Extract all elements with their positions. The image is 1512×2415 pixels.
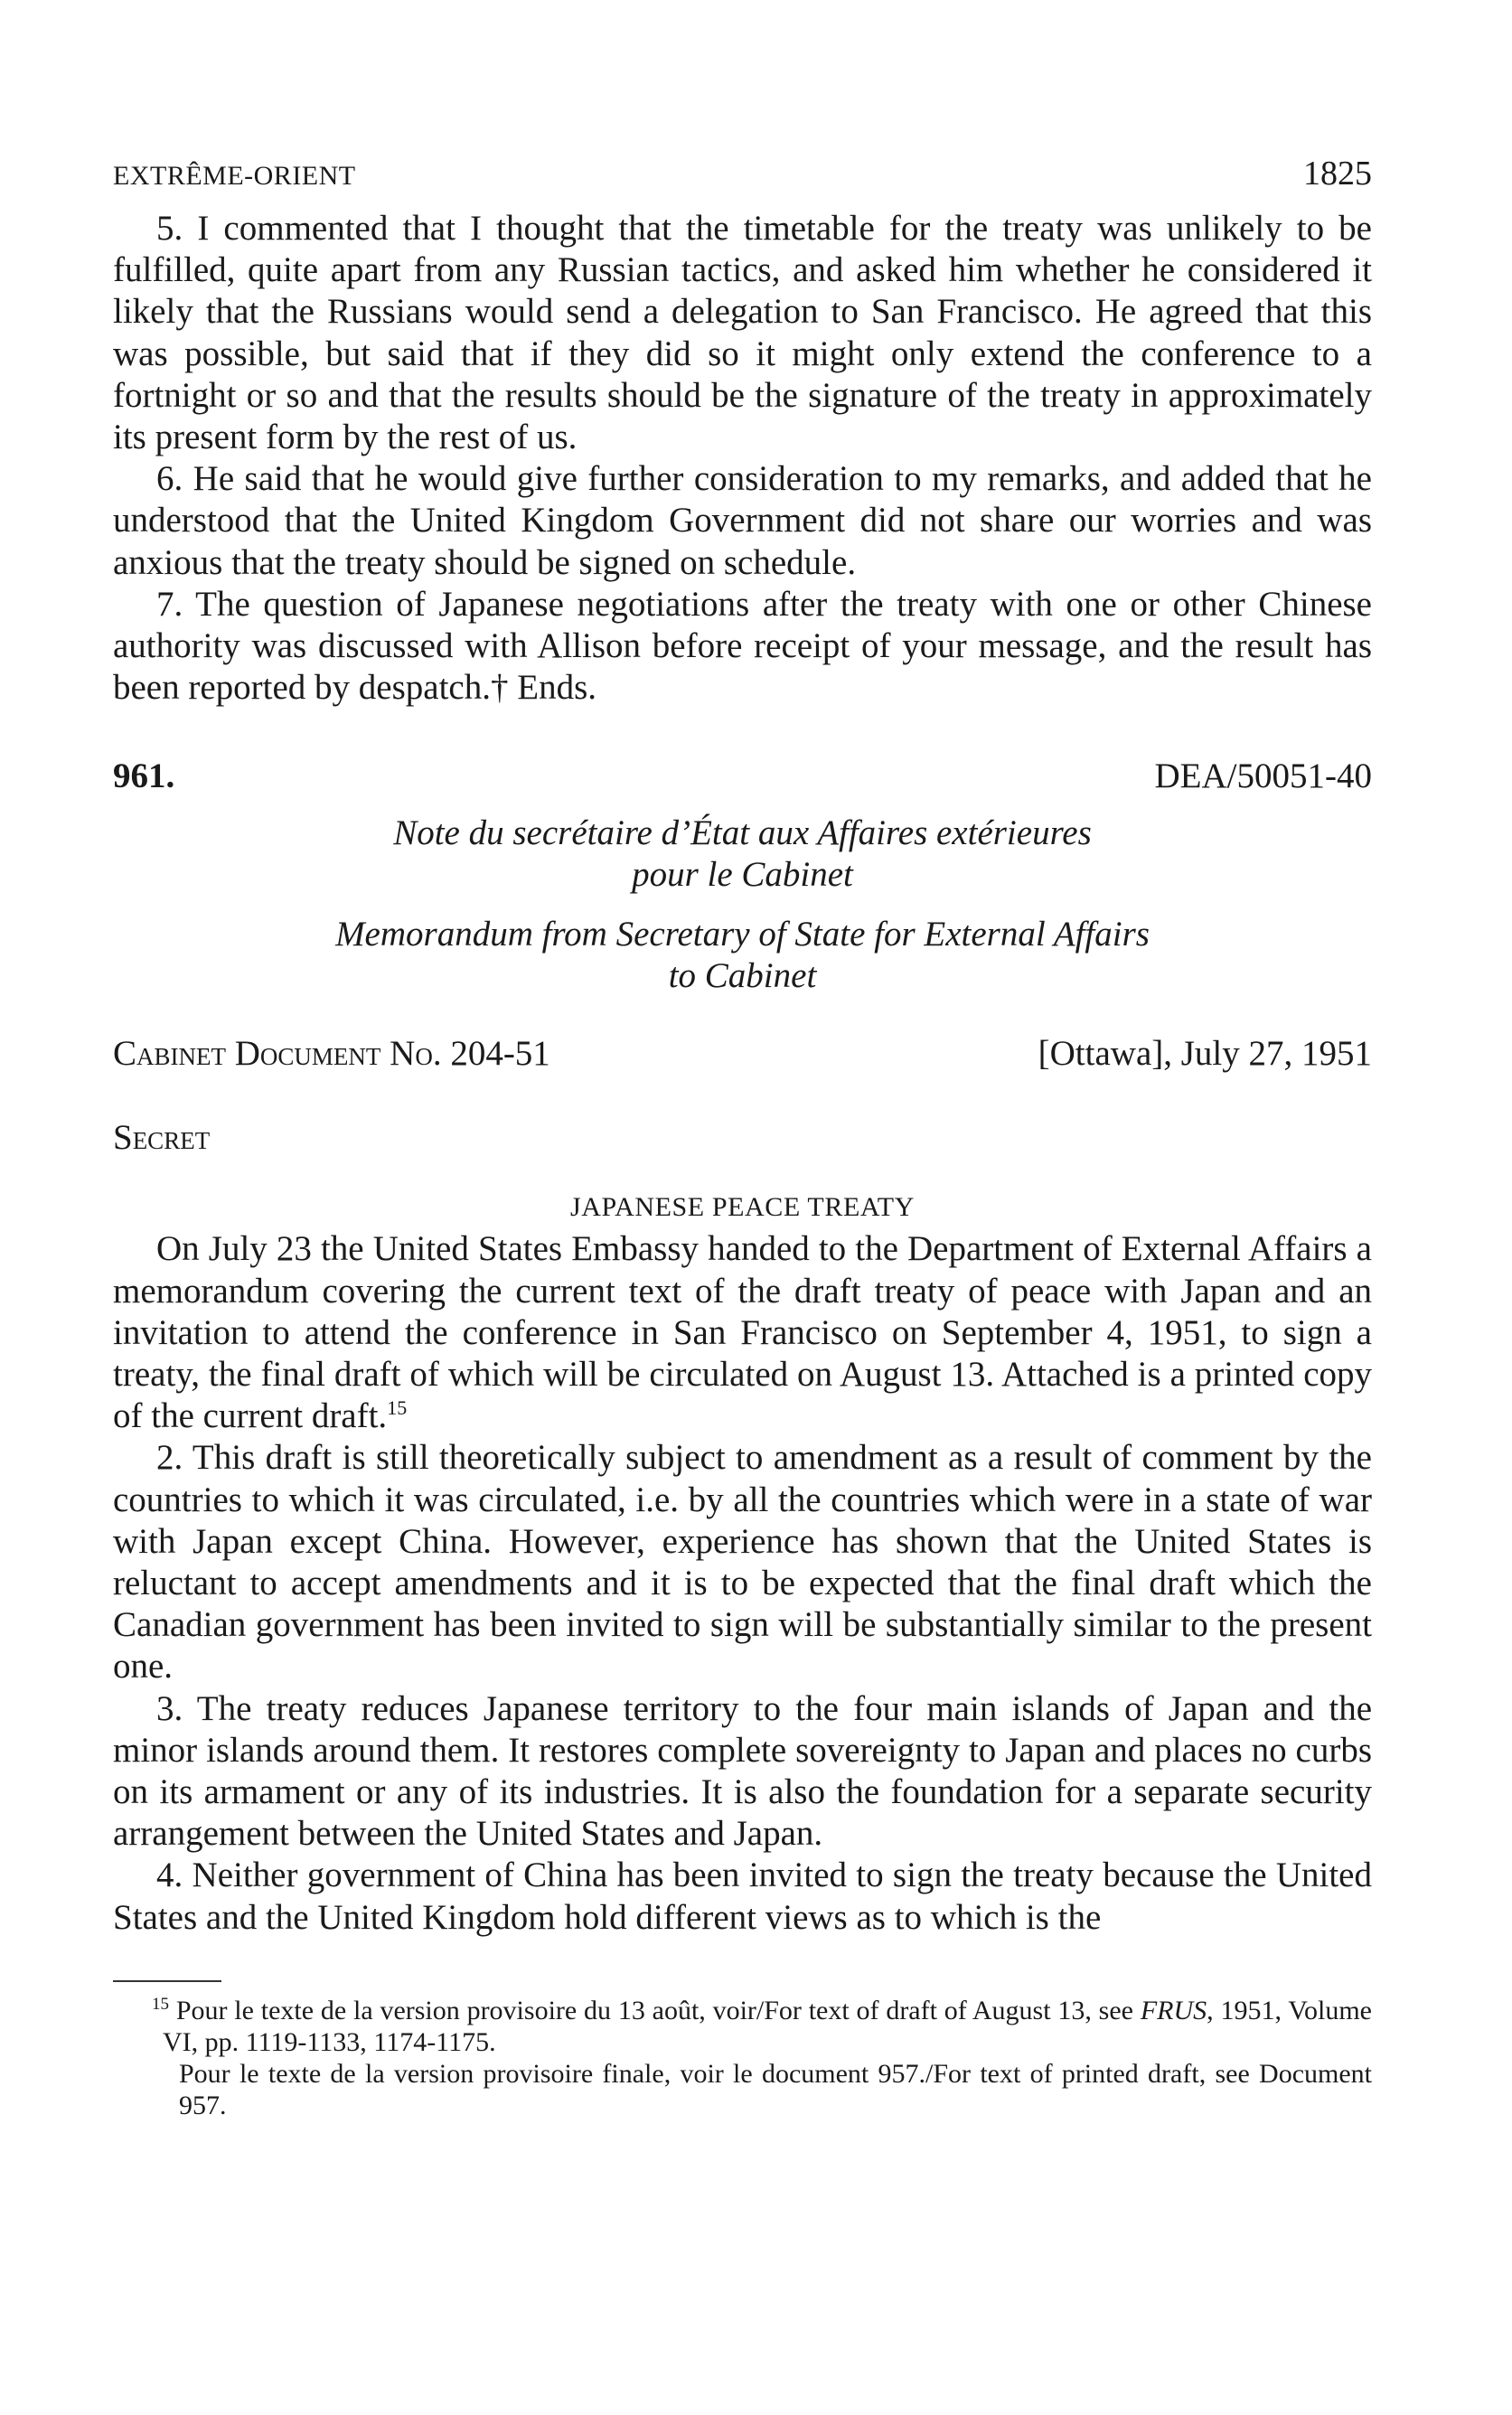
footnote-15-source: FRUS bbox=[1140, 1995, 1207, 2025]
paragraph-7: 7. The question of Japanese negotiations after the treaty with one or other Chinese authority was discussed with Allison before receipt of your message, and the result has been reported by despatch.† Ends. bbox=[113, 584, 1372, 708]
memo-paragraph-1 bbox=[113, 1228, 1372, 1437]
running-head bbox=[113, 154, 1372, 208]
paragraph-5: 5. I commented that I thought that the timetable for the treaty was unlikely to be fulfilled, quite apart from any Russian tactics, and asked him whether he considered it likely that the Russians would send a delegation to San Francisco. He agreed that this was possible, but said that if they did so it might only extend the conference to a fortnight or so and that the results should be the signature of the treaty in approximately its present form by the rest of us. bbox=[113, 209, 1372, 457]
subject-heading: JAPANESE PEACE TREATY bbox=[570, 1192, 915, 1223]
paragraph-6: 6. He said that he would give further consideration to my remarks, and added that he understood that the United Kingdom Government did not share our worries and was anxious that the treaty should be signed on schedule. bbox=[113, 459, 1372, 582]
page-number: 1825 bbox=[1303, 155, 1372, 193]
title-french-line-2: pour le Cabinet bbox=[632, 855, 853, 895]
title-english-line-1: Memorandum from Secretary of State for External Affairs bbox=[335, 915, 1150, 954]
document-title bbox=[113, 813, 1372, 997]
footnote-marker: 15 bbox=[152, 1994, 169, 2014]
section-title: EXTRÊME-ORIENT bbox=[113, 161, 356, 191]
document-reference: DEA/50051-40 bbox=[1154, 756, 1372, 796]
document-number: 961. bbox=[113, 756, 175, 796]
footnote-15 bbox=[152, 1994, 1372, 2058]
footnote-divider bbox=[113, 1980, 221, 1982]
document-heading bbox=[113, 756, 1372, 796]
cabinet-document-number: Cabinet Document No. 204-51 bbox=[113, 1034, 550, 1074]
footnote-15-text-b: , 1951, Volume VI, pp. 1119-1133, 1174-1175. bbox=[163, 1995, 1372, 2057]
memo-paragraph-1-text: On July 23 the United States Embassy handed to the Department of External Affairs a memorandum covering the current text of the draft treaty of peace with Japan and an invitation to attend the conference in San Francisco on September 4, 1951, to sign a treaty, the final draft of which will be circulated on August 13. Attached is a printed copy of the current draft. bbox=[113, 1229, 1372, 1436]
footnote-15-text-a: Pour le texte de la version provisoire du 13 août, voir/For text of draft of August 13, see bbox=[175, 1995, 1141, 2025]
intro-text bbox=[113, 208, 1372, 709]
classification: Secret bbox=[113, 1118, 211, 1158]
memo-body bbox=[113, 1228, 1372, 1938]
footnote-15-continued: Pour le texte de la version provisoire finale, voir le document 957./For text of printed draft, see Document 957. bbox=[179, 2058, 1372, 2120]
memo-paragraph-4: 4. Neither government of China has been invited to sign the treaty because the United States and the United Kingdom hold different views as to which is the bbox=[113, 1856, 1372, 1937]
place-date: [Ottawa], July 27, 1951 bbox=[1038, 1034, 1372, 1074]
title-french-line-1: Note du secrétaire d’État aux Affaires extérieures bbox=[393, 813, 1092, 853]
document-meta bbox=[113, 1033, 1372, 1074]
footnotes bbox=[113, 1995, 1372, 2121]
title-english-line-2: to Cabinet bbox=[668, 956, 817, 996]
memo-paragraph-2: 2. This draft is still theoretically subject to amendment as a result of comment by the countries to which it was circulated, i.e. by all the countries which were in a state of war with Japan except China. However, experience has shown that the United States is reluctant to accept amendments and it is to be expected that the final draft which the Canadian government has been invited to sign will be substantially similar to the present one. bbox=[113, 1438, 1372, 1687]
footnote-ref: 15 bbox=[387, 1396, 408, 1420]
memo-paragraph-3: 3. The treaty reduces Japanese territory to the four main islands of Japan and the minor islands around them. It restores complete sovereignty to Japan and places no curbs on its armament or any of its industries. It is also the foundation for a separate security arrangement between the United States and Japan. bbox=[113, 1688, 1372, 1854]
